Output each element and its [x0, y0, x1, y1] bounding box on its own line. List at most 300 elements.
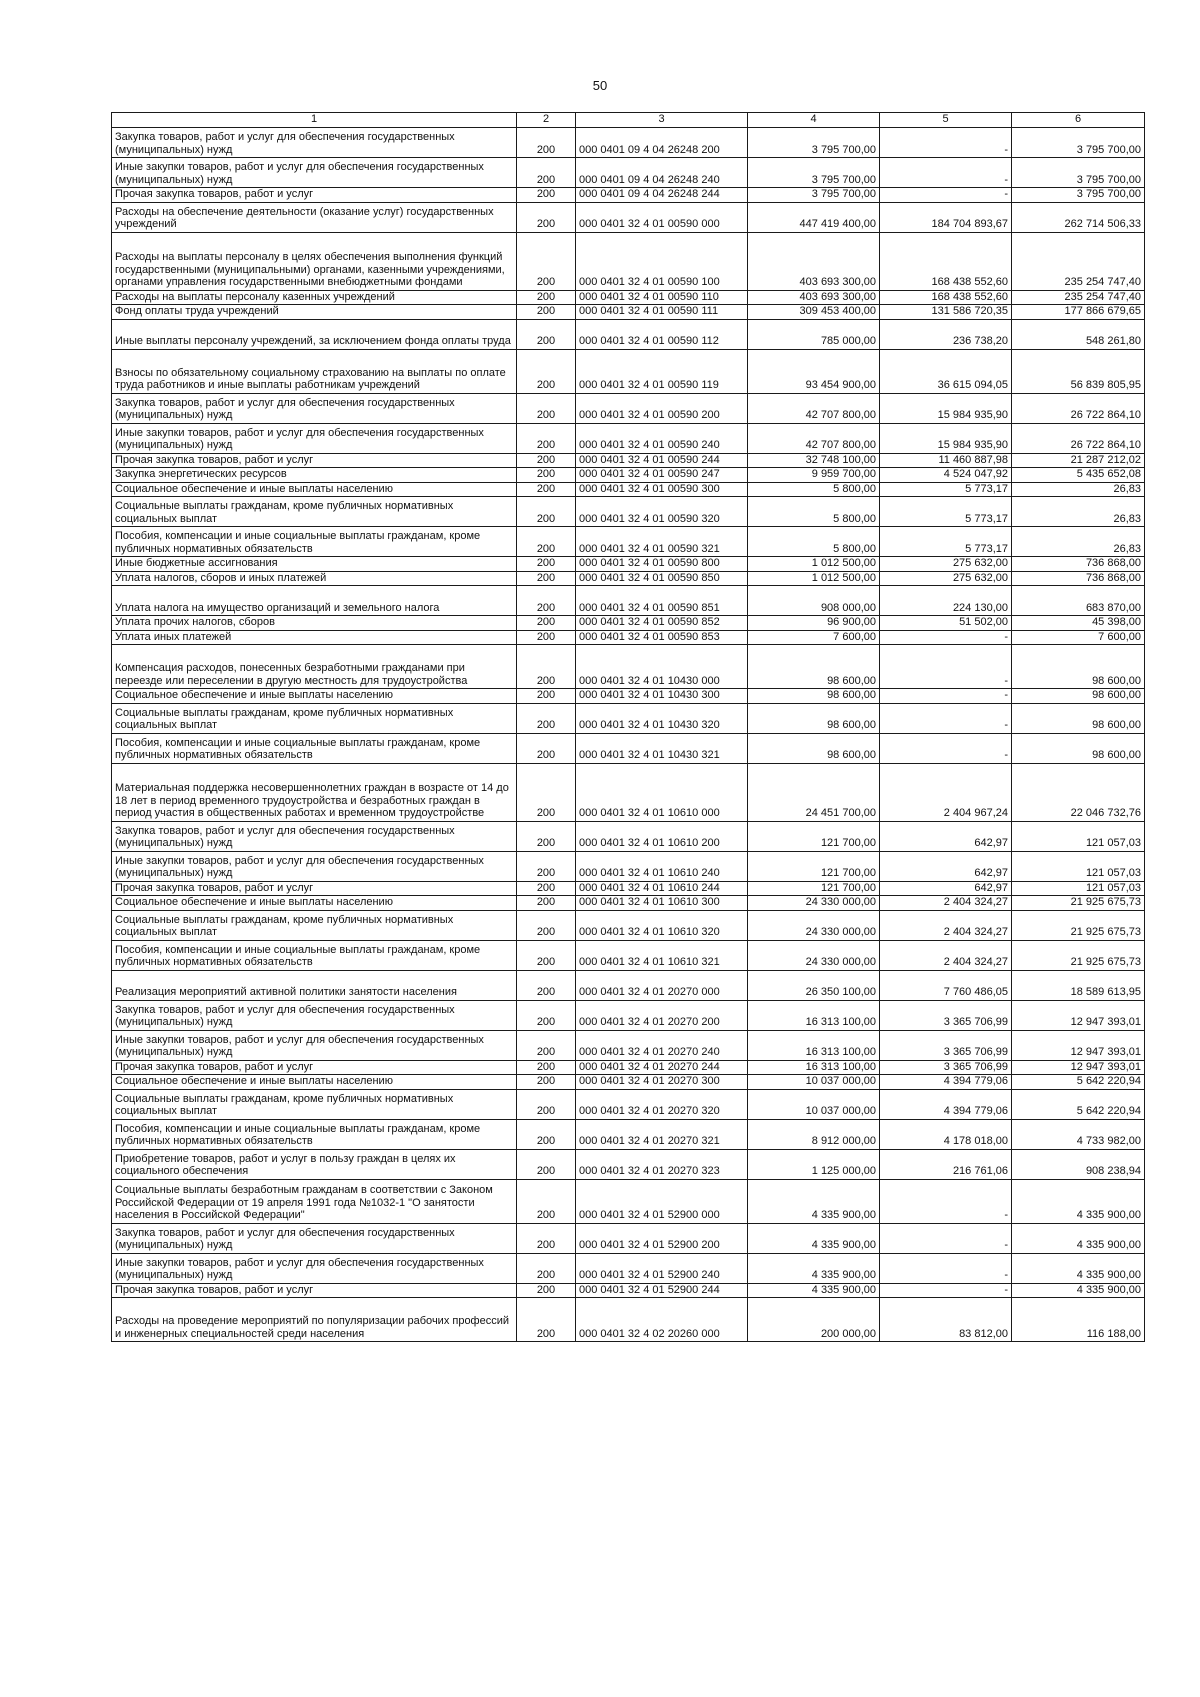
row-executed-amount: 15 984 935,90: [880, 423, 1012, 453]
row-remaining-amount: 548 261,80: [1012, 319, 1145, 349]
row-approved-amount: 1 012 500,00: [748, 571, 880, 586]
row-remaining-amount: 26 722 864,10: [1012, 393, 1145, 423]
row-budget-code: 000 0401 32 4 01 00590 800: [576, 557, 748, 572]
row-executed-amount: 642,97: [880, 851, 1012, 881]
row-approved-amount: 9 959 700,00: [748, 468, 880, 483]
row-remaining-amount: 5 435 652,08: [1012, 468, 1145, 483]
row-name: Пособия, компенсации и иные социальные выплаты гражданам, кроме публичных нормативных обязательств: [112, 527, 517, 557]
table-row: [112, 571, 1145, 586]
row-remaining-amount: 22 046 732,76: [1012, 763, 1145, 821]
row-budget-code: 000 0401 32 4 01 10610 200: [576, 821, 748, 851]
row-budget-code: 000 0401 32 4 01 20270 000: [576, 970, 748, 1000]
row-status-code: 200: [517, 630, 576, 645]
row-executed-amount: -: [880, 128, 1012, 158]
table-row: [112, 616, 1145, 631]
row-name: Социальные выплаты гражданам, кроме публичных нормативных социальных выплат: [112, 1089, 517, 1119]
row-budget-code: 000 0401 09 4 04 26248 244: [576, 188, 748, 203]
row-executed-amount: 3 365 706,99: [880, 1060, 1012, 1075]
table-row: [112, 1000, 1145, 1030]
row-budget-code: 000 0401 32 4 01 52900 244: [576, 1283, 748, 1298]
row-executed-amount: -: [880, 630, 1012, 645]
row-status-code: 200: [517, 1119, 576, 1149]
table-row: [112, 557, 1145, 572]
page-number: 50: [592, 78, 608, 93]
row-budget-code: 000 0401 32 4 01 10610 321: [576, 940, 748, 970]
row-executed-amount: 51 502,00: [880, 616, 1012, 631]
row-status-code: 200: [517, 188, 576, 203]
row-status-code: 200: [517, 468, 576, 483]
row-approved-amount: 4 335 900,00: [748, 1253, 880, 1283]
row-budget-code: 000 0401 32 4 01 20270 323: [576, 1149, 748, 1179]
row-executed-amount: 2 404 324,27: [880, 940, 1012, 970]
row-name: Пособия, компенсации и иные социальные выплаты гражданам, кроме публичных нормативных обязательств: [112, 733, 517, 763]
row-approved-amount: 93 454 900,00: [748, 349, 880, 393]
table-row: [112, 703, 1145, 733]
row-approved-amount: 98 600,00: [748, 645, 880, 689]
row-executed-amount: 5 773,17: [880, 482, 1012, 497]
row-remaining-amount: 683 870,00: [1012, 586, 1145, 616]
row-budget-code: 000 0401 32 4 01 00590 000: [576, 202, 748, 232]
row-name: Расходы на выплаты персоналу в целях обеспечения выполнения функций государственными (муниципальными) органами, казенными учреждениями, органами управления государственными внебюджетными фондами: [112, 232, 517, 290]
table-row: [112, 896, 1145, 911]
row-status-code: 200: [517, 1149, 576, 1179]
row-name: Закупка товаров, работ и услуг для обеспечения государственных (муниципальных) нужд: [112, 1223, 517, 1253]
row-status-code: 200: [517, 881, 576, 896]
row-budget-code: 000 0401 32 4 01 10610 240: [576, 851, 748, 881]
row-executed-amount: 168 438 552,60: [880, 290, 1012, 305]
row-status-code: 200: [517, 158, 576, 188]
table-row: [112, 1283, 1145, 1298]
row-approved-amount: 200 000,00: [748, 1298, 880, 1342]
table-row: [112, 232, 1145, 290]
row-name: Пособия, компенсации и иные социальные выплаты гражданам, кроме публичных нормативных обязательств: [112, 940, 517, 970]
row-approved-amount: 96 900,00: [748, 616, 880, 631]
row-status-code: 200: [517, 571, 576, 586]
row-approved-amount: 10 037 000,00: [748, 1075, 880, 1090]
row-status-code: 200: [517, 1000, 576, 1030]
row-remaining-amount: 26,83: [1012, 482, 1145, 497]
row-executed-amount: 3 365 706,99: [880, 1030, 1012, 1060]
row-approved-amount: 10 037 000,00: [748, 1089, 880, 1119]
row-remaining-amount: 12 947 393,01: [1012, 1030, 1145, 1060]
row-name: Компенсация расходов, понесенных безработными гражданами при переезде или переселении в другую местность для трудоустройства: [112, 645, 517, 689]
row-executed-amount: 275 632,00: [880, 571, 1012, 586]
row-status-code: 200: [517, 423, 576, 453]
table-row: [112, 290, 1145, 305]
row-executed-amount: 275 632,00: [880, 557, 1012, 572]
table-row: [112, 393, 1145, 423]
row-executed-amount: 236 738,20: [880, 319, 1012, 349]
row-executed-amount: 36 615 094,05: [880, 349, 1012, 393]
row-status-code: 200: [517, 1298, 576, 1342]
table-row: [112, 586, 1145, 616]
row-name: Расходы на обеспечение деятельности (оказание услуг) государственных учреждений: [112, 202, 517, 232]
row-status-code: 200: [517, 557, 576, 572]
table-row: [112, 349, 1145, 393]
row-executed-amount: 15 984 935,90: [880, 393, 1012, 423]
row-executed-amount: -: [880, 1253, 1012, 1283]
row-budget-code: 000 0401 32 4 01 20270 300: [576, 1075, 748, 1090]
row-status-code: 200: [517, 703, 576, 733]
row-remaining-amount: 12 947 393,01: [1012, 1000, 1145, 1030]
row-budget-code: 000 0401 32 4 01 00590 200: [576, 393, 748, 423]
table-row: [112, 821, 1145, 851]
row-approved-amount: 447 419 400,00: [748, 202, 880, 232]
row-remaining-amount: 121 057,03: [1012, 881, 1145, 896]
row-name: Прочая закупка товаров, работ и услуг: [112, 188, 517, 203]
row-approved-amount: 24 451 700,00: [748, 763, 880, 821]
row-remaining-amount: 3 795 700,00: [1012, 128, 1145, 158]
row-approved-amount: 403 693 300,00: [748, 232, 880, 290]
table-row: [112, 423, 1145, 453]
row-remaining-amount: 98 600,00: [1012, 733, 1145, 763]
table-row: [112, 910, 1145, 940]
table-row: [112, 128, 1145, 158]
row-status-code: 200: [517, 1030, 576, 1060]
table-row: [112, 645, 1145, 689]
row-name: Закупка товаров, работ и услуг для обеспечения государственных (муниципальных) нужд: [112, 393, 517, 423]
row-remaining-amount: 56 839 805,95: [1012, 349, 1145, 393]
row-approved-amount: 24 330 000,00: [748, 910, 880, 940]
row-name: Расходы на выплаты персоналу казенных учреждений: [112, 290, 517, 305]
row-approved-amount: 1 125 000,00: [748, 1149, 880, 1179]
row-executed-amount: 7 760 486,05: [880, 970, 1012, 1000]
row-approved-amount: 98 600,00: [748, 703, 880, 733]
row-approved-amount: 309 453 400,00: [748, 305, 880, 320]
row-name: Взносы по обязательному социальному страхованию на выплаты по оплате труда работников и иные выплаты работникам учреждений: [112, 349, 517, 393]
row-approved-amount: 785 000,00: [748, 319, 880, 349]
row-budget-code: 000 0401 32 4 01 00590 851: [576, 586, 748, 616]
row-status-code: 200: [517, 497, 576, 527]
row-budget-code: 000 0401 32 4 01 20270 244: [576, 1060, 748, 1075]
row-remaining-amount: 177 866 679,65: [1012, 305, 1145, 320]
row-executed-amount: 4 394 779,06: [880, 1075, 1012, 1090]
row-approved-amount: 42 707 800,00: [748, 393, 880, 423]
table-row: [112, 1075, 1145, 1090]
row-budget-code: 000 0401 32 4 01 00590 850: [576, 571, 748, 586]
table-row: [112, 881, 1145, 896]
table-row: [112, 1030, 1145, 1060]
row-name: Социальные выплаты гражданам, кроме публичных нормативных социальных выплат: [112, 703, 517, 733]
table-row: [112, 1223, 1145, 1253]
row-name: Иные закупки товаров, работ и услуг для обеспечения государственных (муниципальных) нужд: [112, 1253, 517, 1283]
table-row: [112, 1253, 1145, 1283]
row-approved-amount: 5 800,00: [748, 527, 880, 557]
table-row: [112, 689, 1145, 704]
table-row: [112, 188, 1145, 203]
row-name: Иные бюджетные ассигнования: [112, 557, 517, 572]
row-executed-amount: 642,97: [880, 881, 1012, 896]
row-name: Иные выплаты персоналу учреждений, за исключением фонда оплаты труда: [112, 319, 517, 349]
row-name: Реализация мероприятий активной политики занятости населения: [112, 970, 517, 1000]
row-budget-code: 000 0401 32 4 01 20270 321: [576, 1119, 748, 1149]
row-name: Закупка товаров, работ и услуг для обеспечения государственных (муниципальных) нужд: [112, 1000, 517, 1030]
table-row: [112, 482, 1145, 497]
row-approved-amount: 3 795 700,00: [748, 188, 880, 203]
table-row: [112, 1149, 1145, 1179]
row-remaining-amount: 736 868,00: [1012, 571, 1145, 586]
row-approved-amount: 3 795 700,00: [748, 128, 880, 158]
row-approved-amount: 98 600,00: [748, 689, 880, 704]
row-status-code: 200: [517, 851, 576, 881]
row-name: Социальные выплаты гражданам, кроме публичных нормативных социальных выплат: [112, 497, 517, 527]
row-remaining-amount: 7 600,00: [1012, 630, 1145, 645]
table-row: [112, 1179, 1145, 1223]
row-status-code: 200: [517, 910, 576, 940]
row-remaining-amount: 45 398,00: [1012, 616, 1145, 631]
row-executed-amount: 2 404 324,27: [880, 910, 1012, 940]
row-remaining-amount: 21 287 212,02: [1012, 453, 1145, 468]
row-remaining-amount: 98 600,00: [1012, 703, 1145, 733]
row-status-code: 200: [517, 586, 576, 616]
row-name: Уплата налогов, сборов и иных платежей: [112, 571, 517, 586]
row-remaining-amount: 3 795 700,00: [1012, 158, 1145, 188]
row-executed-amount: 5 773,17: [880, 497, 1012, 527]
row-status-code: 200: [517, 616, 576, 631]
row-budget-code: 000 0401 32 4 01 00590 111: [576, 305, 748, 320]
row-budget-code: 000 0401 32 4 01 00590 112: [576, 319, 748, 349]
row-status-code: 200: [517, 1179, 576, 1223]
row-executed-amount: -: [880, 1223, 1012, 1253]
row-remaining-amount: 21 925 675,73: [1012, 896, 1145, 911]
row-approved-amount: 3 795 700,00: [748, 158, 880, 188]
row-budget-code: 000 0401 32 4 01 10610 300: [576, 896, 748, 911]
row-name: Прочая закупка товаров, работ и услуг: [112, 453, 517, 468]
row-status-code: 200: [517, 896, 576, 911]
row-approved-amount: 5 800,00: [748, 482, 880, 497]
row-name: Прочая закупка товаров, работ и услуг: [112, 881, 517, 896]
row-status-code: 200: [517, 1075, 576, 1090]
row-name: Материальная поддержка несовершеннолетних граждан в возрасте от 14 до 18 лет в период временного трудоустройства и безработных граждан в период участия в общественных работах и временном трудоустройстве: [112, 763, 517, 821]
row-remaining-amount: 26 722 864,10: [1012, 423, 1145, 453]
table-row: [112, 497, 1145, 527]
row-approved-amount: 7 600,00: [748, 630, 880, 645]
row-remaining-amount: 121 057,03: [1012, 851, 1145, 881]
row-budget-code: 000 0401 32 4 01 10430 300: [576, 689, 748, 704]
row-executed-amount: -: [880, 645, 1012, 689]
row-status-code: 200: [517, 1223, 576, 1253]
row-budget-code: 000 0401 32 4 01 00590 100: [576, 232, 748, 290]
row-approved-amount: 8 912 000,00: [748, 1119, 880, 1149]
table-header-row: [112, 113, 1145, 128]
row-budget-code: 000 0401 32 4 01 00590 119: [576, 349, 748, 393]
row-approved-amount: 42 707 800,00: [748, 423, 880, 453]
column-header-2: 2: [517, 113, 576, 128]
column-header-4: 4: [748, 113, 880, 128]
row-budget-code: 000 0401 32 4 01 00590 110: [576, 290, 748, 305]
table-row: [112, 763, 1145, 821]
row-budget-code: 000 0401 09 4 04 26248 240: [576, 158, 748, 188]
row-name: Уплата иных платежей: [112, 630, 517, 645]
row-executed-amount: 4 394 779,06: [880, 1089, 1012, 1119]
row-status-code: 200: [517, 821, 576, 851]
row-name: Уплата прочих налогов, сборов: [112, 616, 517, 631]
row-remaining-amount: 4 335 900,00: [1012, 1283, 1145, 1298]
row-approved-amount: 24 330 000,00: [748, 896, 880, 911]
table-row: [112, 158, 1145, 188]
table-row: [112, 1298, 1145, 1342]
row-remaining-amount: 98 600,00: [1012, 689, 1145, 704]
row-remaining-amount: 21 925 675,73: [1012, 910, 1145, 940]
row-remaining-amount: 12 947 393,01: [1012, 1060, 1145, 1075]
row-budget-code: 000 0401 32 4 01 00590 852: [576, 616, 748, 631]
row-executed-amount: 11 460 887,98: [880, 453, 1012, 468]
row-approved-amount: 908 000,00: [748, 586, 880, 616]
table-row: [112, 453, 1145, 468]
row-status-code: 200: [517, 1089, 576, 1119]
row-remaining-amount: 4 335 900,00: [1012, 1253, 1145, 1283]
row-budget-code: 000 0401 32 4 01 20270 200: [576, 1000, 748, 1030]
row-status-code: 200: [517, 290, 576, 305]
row-executed-amount: -: [880, 188, 1012, 203]
column-header-6: 6: [1012, 113, 1145, 128]
row-name: Социальное обеспечение и иные выплаты населению: [112, 896, 517, 911]
row-executed-amount: 131 586 720,35: [880, 305, 1012, 320]
row-status-code: 200: [517, 349, 576, 393]
row-remaining-amount: 736 868,00: [1012, 557, 1145, 572]
row-status-code: 200: [517, 733, 576, 763]
row-name: Закупка энергетических ресурсов: [112, 468, 517, 483]
row-status-code: 200: [517, 1283, 576, 1298]
row-status-code: 200: [517, 940, 576, 970]
row-approved-amount: 32 748 100,00: [748, 453, 880, 468]
table-row: [112, 733, 1145, 763]
row-remaining-amount: 3 795 700,00: [1012, 188, 1145, 203]
row-status-code: 200: [517, 305, 576, 320]
row-approved-amount: 24 330 000,00: [748, 940, 880, 970]
row-budget-code: 000 0401 32 4 01 52900 200: [576, 1223, 748, 1253]
row-name: Иные закупки товаров, работ и услуг для обеспечения государственных (муниципальных) нужд: [112, 1030, 517, 1060]
row-executed-amount: 5 773,17: [880, 527, 1012, 557]
row-budget-code: 000 0401 32 4 01 00590 240: [576, 423, 748, 453]
row-status-code: 200: [517, 1060, 576, 1075]
table-row: [112, 851, 1145, 881]
row-remaining-amount: 5 642 220,94: [1012, 1075, 1145, 1090]
row-budget-code: 000 0401 32 4 01 20270 240: [576, 1030, 748, 1060]
row-status-code: 200: [517, 232, 576, 290]
row-name: Социальные выплаты гражданам, кроме публичных нормативных социальных выплат: [112, 910, 517, 940]
row-budget-code: 000 0401 32 4 01 00590 300: [576, 482, 748, 497]
table-row: [112, 630, 1145, 645]
row-name: Социальное обеспечение и иные выплаты населению: [112, 689, 517, 704]
row-status-code: 200: [517, 202, 576, 232]
row-approved-amount: 121 700,00: [748, 821, 880, 851]
column-header-1: 1: [112, 113, 517, 128]
column-header-5: 5: [880, 113, 1012, 128]
row-budget-code: 000 0401 32 4 01 10610 000: [576, 763, 748, 821]
row-status-code: 200: [517, 453, 576, 468]
row-remaining-amount: 121 057,03: [1012, 821, 1145, 851]
row-approved-amount: 121 700,00: [748, 851, 880, 881]
row-executed-amount: 4 524 047,92: [880, 468, 1012, 483]
row-executed-amount: 168 438 552,60: [880, 232, 1012, 290]
table-row: [112, 940, 1145, 970]
row-name: Пособия, компенсации и иные социальные выплаты гражданам, кроме публичных нормативных обязательств: [112, 1119, 517, 1149]
row-remaining-amount: 262 714 506,33: [1012, 202, 1145, 232]
row-budget-code: 000 0401 32 4 01 10610 320: [576, 910, 748, 940]
row-executed-amount: -: [880, 703, 1012, 733]
row-budget-code: 000 0401 32 4 01 00590 247: [576, 468, 748, 483]
row-budget-code: 000 0401 32 4 01 00590 244: [576, 453, 748, 468]
row-approved-amount: 16 313 100,00: [748, 1060, 880, 1075]
row-remaining-amount: 908 238,94: [1012, 1149, 1145, 1179]
row-remaining-amount: 26,83: [1012, 497, 1145, 527]
row-status-code: 200: [517, 128, 576, 158]
row-budget-code: 000 0401 32 4 01 00590 321: [576, 527, 748, 557]
row-approved-amount: 5 800,00: [748, 497, 880, 527]
row-remaining-amount: 26,83: [1012, 527, 1145, 557]
row-budget-code: 000 0401 09 4 04 26248 200: [576, 128, 748, 158]
table-row: [112, 1119, 1145, 1149]
row-approved-amount: 16 313 100,00: [748, 1000, 880, 1030]
row-executed-amount: 642,97: [880, 821, 1012, 851]
row-remaining-amount: 235 254 747,40: [1012, 232, 1145, 290]
row-name: Иные закупки товаров, работ и услуг для обеспечения государственных (муниципальных) нужд: [112, 423, 517, 453]
row-budget-code: 000 0401 32 4 01 10430 000: [576, 645, 748, 689]
row-approved-amount: 4 335 900,00: [748, 1223, 880, 1253]
row-executed-amount: -: [880, 158, 1012, 188]
row-remaining-amount: 4 733 982,00: [1012, 1119, 1145, 1149]
row-remaining-amount: 4 335 900,00: [1012, 1223, 1145, 1253]
row-approved-amount: 26 350 100,00: [748, 970, 880, 1000]
row-status-code: 200: [517, 970, 576, 1000]
row-remaining-amount: 5 642 220,94: [1012, 1089, 1145, 1119]
row-approved-amount: 4 335 900,00: [748, 1179, 880, 1223]
row-status-code: 200: [517, 319, 576, 349]
row-budget-code: 000 0401 32 4 01 10430 320: [576, 703, 748, 733]
row-executed-amount: -: [880, 1179, 1012, 1223]
row-name: Расходы на проведение мероприятий по популяризации рабочих профессий и инженерных специальностей среди населения: [112, 1298, 517, 1342]
row-status-code: 200: [517, 527, 576, 557]
row-approved-amount: 1 012 500,00: [748, 557, 880, 572]
row-approved-amount: 98 600,00: [748, 733, 880, 763]
table-row: [112, 1060, 1145, 1075]
row-executed-amount: 4 178 018,00: [880, 1119, 1012, 1149]
table-row: [112, 305, 1145, 320]
table-row: [112, 527, 1145, 557]
row-executed-amount: 2 404 967,24: [880, 763, 1012, 821]
budget-execution-table: [111, 112, 1145, 1342]
row-remaining-amount: 21 925 675,73: [1012, 940, 1145, 970]
row-remaining-amount: 116 188,00: [1012, 1298, 1145, 1342]
row-executed-amount: -: [880, 689, 1012, 704]
table-row: [112, 1089, 1145, 1119]
row-budget-code: 000 0401 32 4 01 10610 244: [576, 881, 748, 896]
row-budget-code: 000 0401 32 4 02 20260 000: [576, 1298, 748, 1342]
row-budget-code: 000 0401 32 4 01 52900 240: [576, 1253, 748, 1283]
row-approved-amount: 121 700,00: [748, 881, 880, 896]
table-row: [112, 970, 1145, 1000]
row-approved-amount: 403 693 300,00: [748, 290, 880, 305]
row-executed-amount: 83 812,00: [880, 1298, 1012, 1342]
row-name: Социальное обеспечение и иные выплаты населению: [112, 482, 517, 497]
row-name: Фонд оплаты труда учреждений: [112, 305, 517, 320]
row-status-code: 200: [517, 689, 576, 704]
row-status-code: 200: [517, 645, 576, 689]
table-row: [112, 468, 1145, 483]
row-executed-amount: 3 365 706,99: [880, 1000, 1012, 1030]
row-executed-amount: 184 704 893,67: [880, 202, 1012, 232]
row-status-code: 200: [517, 763, 576, 821]
row-budget-code: 000 0401 32 4 01 00590 853: [576, 630, 748, 645]
row-remaining-amount: 18 589 613,95: [1012, 970, 1145, 1000]
row-name: Прочая закупка товаров, работ и услуг: [112, 1060, 517, 1075]
row-status-code: 200: [517, 482, 576, 497]
row-executed-amount: -: [880, 1283, 1012, 1298]
row-status-code: 200: [517, 1253, 576, 1283]
row-name: Иные закупки товаров, работ и услуг для обеспечения государственных (муниципальных) нужд: [112, 851, 517, 881]
row-name: Социальное обеспечение и иные выплаты населению: [112, 1075, 517, 1090]
